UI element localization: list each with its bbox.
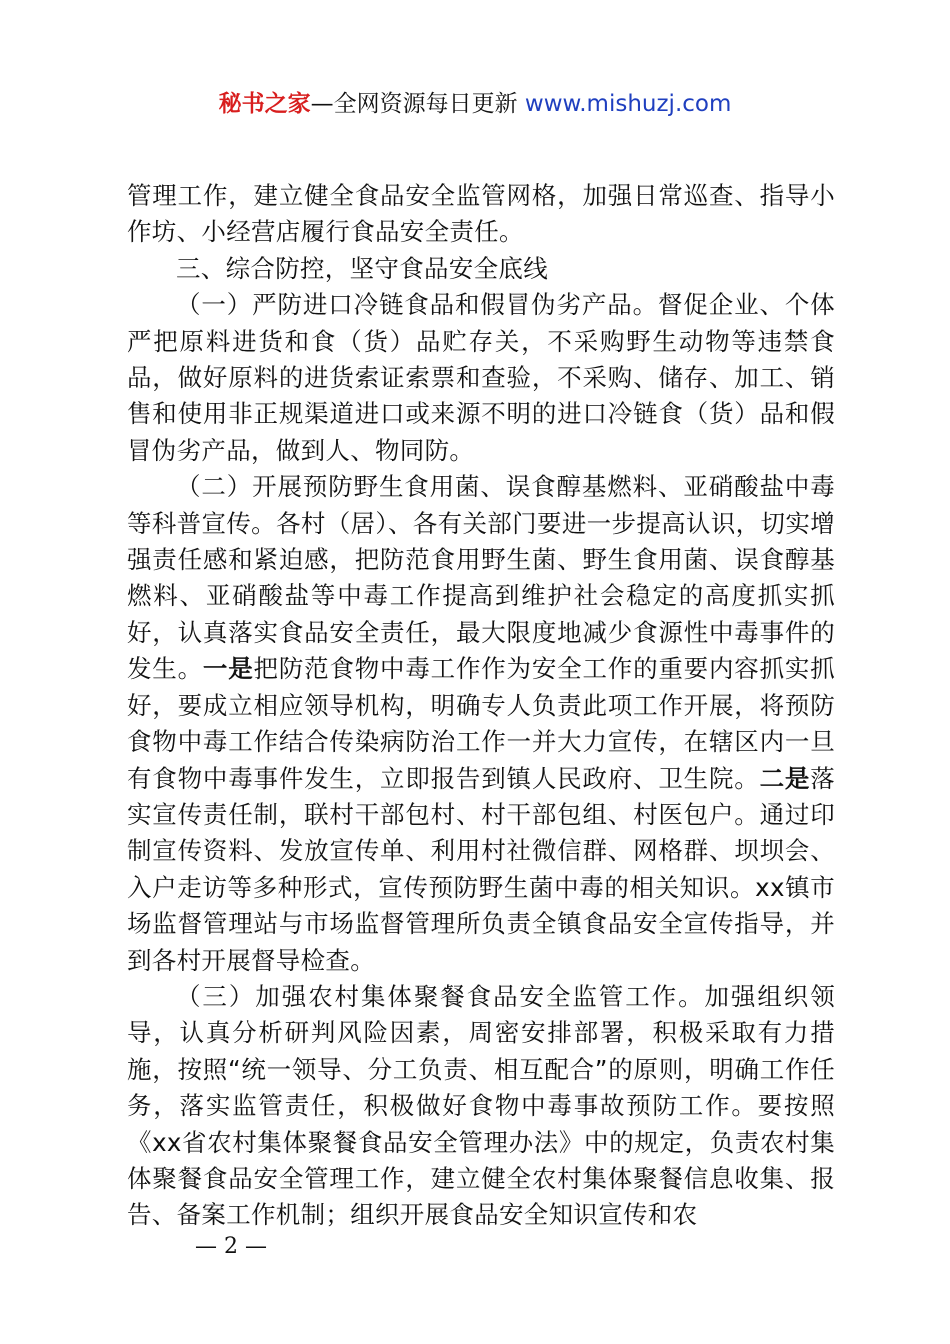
section-heading: 三、综合防控，坚守食品安全底线 bbox=[176, 253, 548, 283]
bold-marker-first: 一是 bbox=[202, 654, 254, 684]
brand-name: 秘书之家 bbox=[218, 91, 311, 117]
paragraph-item-2-intro: （二）开展预防野生食用菌、误食醇基燃料、亚硝酸盐中毒等科普宣传。各村（居）、各有关部门要进一步提高认识，切实增强责任感和紧迫感，把防范食用野生菌、野生食用菌、误食醇基燃料、亚硝酸盐等中毒工作提高到维护社会稳定的高度抓实抓好，认真落实食品安全责任，最大限度地减少食源性中毒事件的发生。 bbox=[127, 472, 835, 684]
paragraph-item-3: （三）加强农村集体聚餐食品安全监管工作。加强组织领导，认真分析研判风险因素，周密安排部署，积极采取有力措施，按照“统一领导、分工负责、相互配合”的原则，明确工作任务，落实监管责任，积极做好食物中毒事故预防工作。要按照《xx省农村集体聚餐食品安全管理办法》中的规定，负责农村集体聚餐食品安全管理工作，建立健全农村集体聚餐信息收集、报告、备案工作机制；组织开展食品安全知识宣传和农 bbox=[127, 981, 835, 1230]
header-tagline: —全网资源每日更新 bbox=[310, 91, 525, 117]
site-url-link[interactable]: www.mishuzj.com bbox=[524, 91, 732, 117]
site-header bbox=[0, 88, 950, 120]
page-number: — 2 — bbox=[195, 1234, 267, 1259]
bold-marker-second: 二是 bbox=[759, 763, 811, 793]
paragraph-continued: 管理工作，建立健全食品安全监管网格，加强日常巡查、指导小作坊、小经营店履行食品安全责任。 bbox=[127, 181, 835, 247]
paragraph-item-2 bbox=[127, 469, 835, 979]
document-body bbox=[127, 178, 835, 1234]
paragraph-item-2-first: 把防范食物中毒工作作为安全工作的重要内容抓实抓好，要成立相应领导机构，明确专人负责此项工作开展，将预防食物中毒工作结合传染病防治工作一并大力宣传，在辖区内一旦有食物中毒事件发生，立即报告到镇人民政府、卫生院。 bbox=[127, 654, 835, 793]
paragraph-item-1: （一）严防进口冷链食品和假冒伪劣产品。督促企业、个体严把原料进货和食（货）品贮存关，不采购野生动物等违禁食品，做好原料的进货索证索票和查验，不采购、储存、加工、销售和使用非正规渠道进口或来源不明的进口冷链食（货）品和假冒伪劣产品，做到人、物同防。 bbox=[127, 290, 835, 465]
paragraph-item-2-second: 落实宣传责任制，联村干部包村、村干部包组、村医包户。通过印制宣传资料、发放宣传单、利用村社微信群、网格群、坝坝会、入户走访等多种形式，宣传预防野生菌中毒的相关知识。xx镇市场监督管理站与市场监督管理所负责全镇食品安全宣传指导，并到各村开展督导检查。 bbox=[127, 763, 835, 975]
